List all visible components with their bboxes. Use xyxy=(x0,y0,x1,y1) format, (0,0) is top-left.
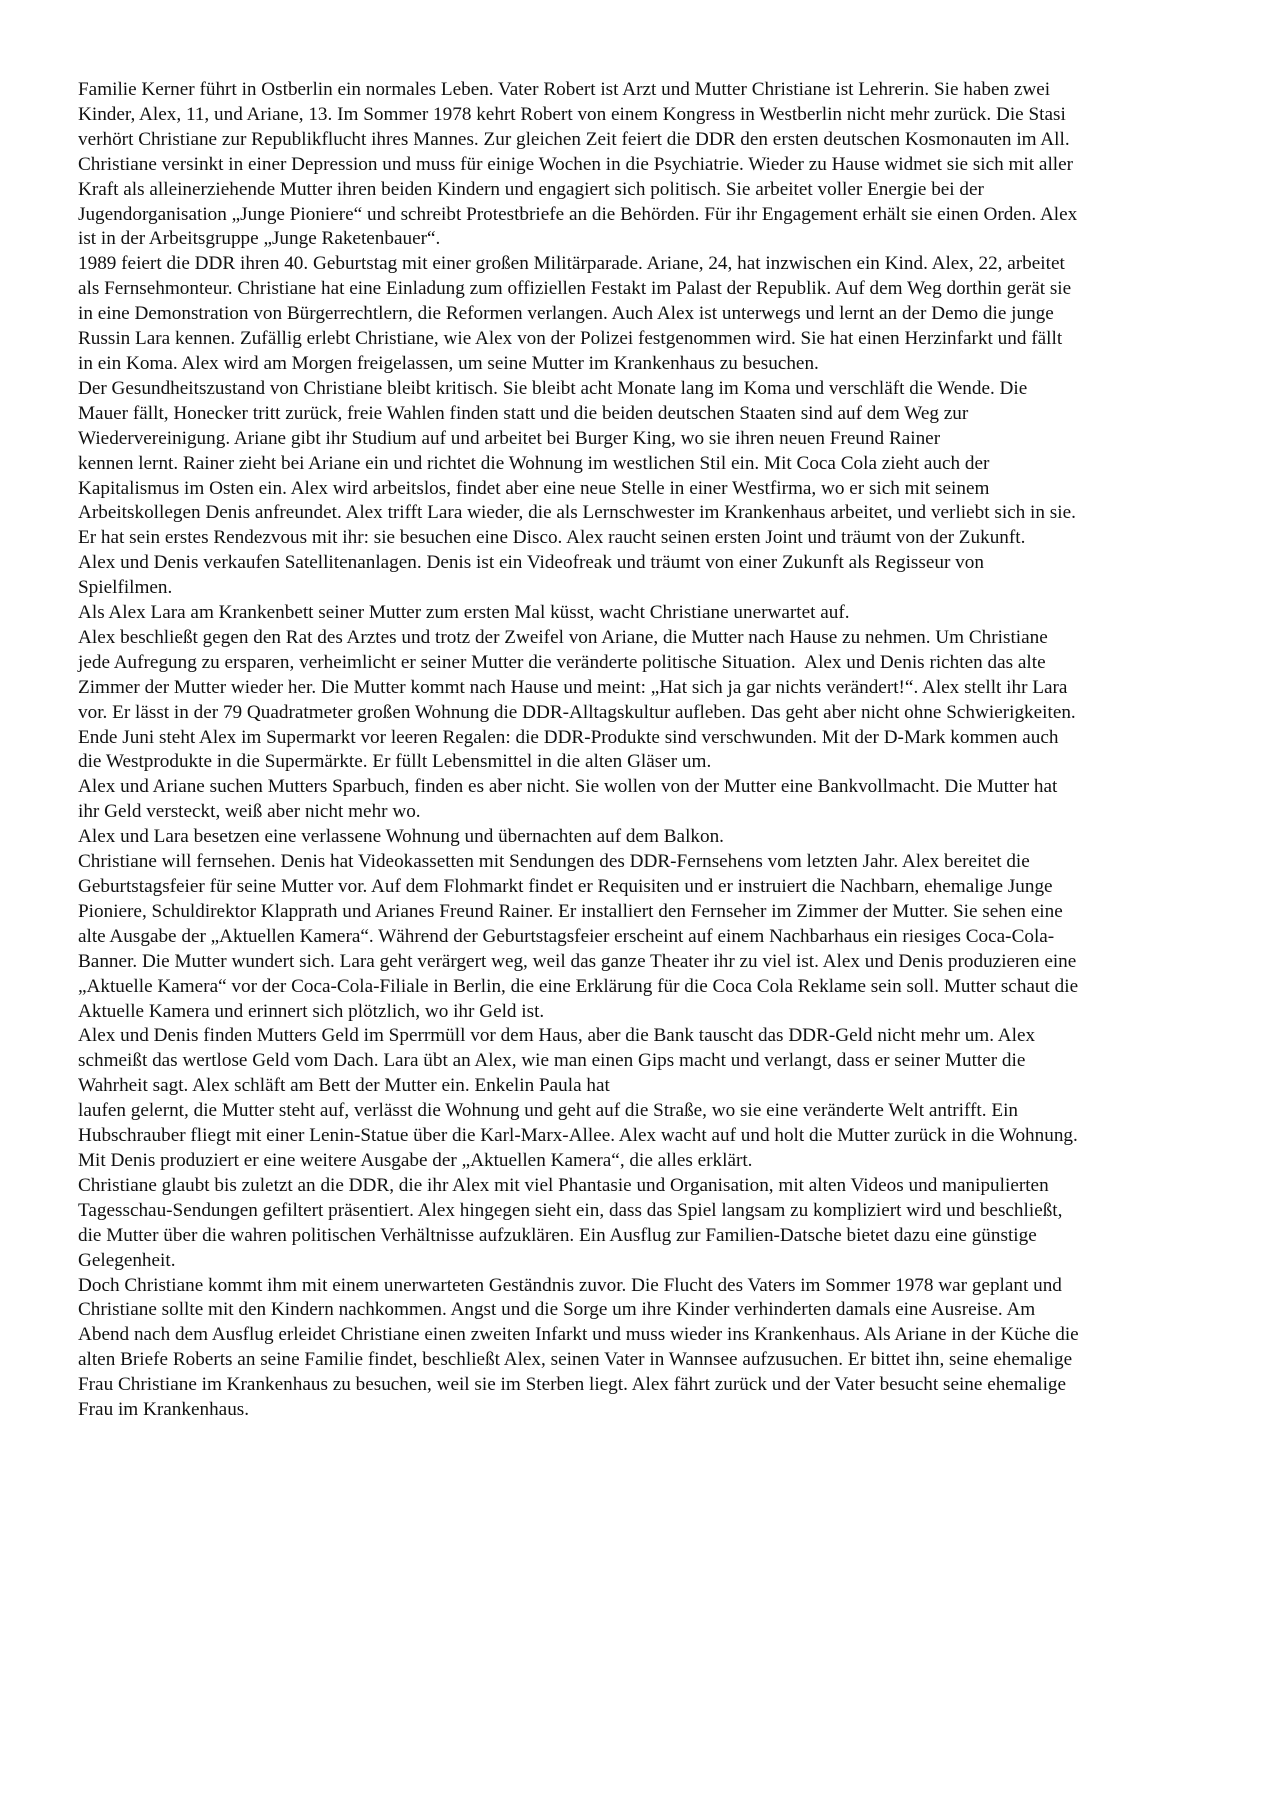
text-line: ist in der Arbeitsgruppe „Junge Raketenbauer“. xyxy=(78,228,441,250)
paragraph-confession xyxy=(78,1274,1208,1423)
paragraph-coma xyxy=(78,377,1208,452)
text-line: vor. Er lässt in der 79 Quadratmeter großen Wohnung die DDR-Alltagskultur aufleben. Das geht aber nicht ohne Schwierigkeiten. xyxy=(78,701,1076,723)
text-line: Geburtstagsfeier für seine Mutter vor. Auf dem Flohmarkt findet er Requisiten und er instruiert die Nachbarn, ehemalige Junge xyxy=(78,876,1053,897)
text-line: Christiane glaubt bis zuletzt an die DDR, die ihr Alex mit viel Phantasie und Organisation, mit alten Videos und manipulierten xyxy=(78,1174,1049,1196)
document-page xyxy=(78,78,1208,1423)
text-line: 1989 feiert die DDR ihren 40. Geburtstag mit einer großen Militärparade. Ariane, 24, hat inzwischen ein Kind. Alex, 22, arbeitet xyxy=(78,253,1065,275)
text-line: Wiedervereinigung. Ariane gibt ihr Studium auf und arbeitet bei Burger King, wo sie ihren neuen Freund Rainer xyxy=(78,427,941,449)
text-line: Banner. Die Mutter wundert sich. Lara geht verärgert weg, weil das ganze Theater ihr zu viel ist. Alex und Denis produzieren eine xyxy=(78,950,1077,972)
text-line: Familie Kerner führt in Ostberlin ein normales Leben. Vater Robert ist Arzt und Mutter Christiane ist Lehrerin. Sie haben zwei xyxy=(78,79,1051,100)
text-line: Zimmer der Mutter wieder her. Die Mutter kommt nach Hause und meint: „Hat sich ja gar nichts verändert!“. Alex stellt ihr Lara xyxy=(78,676,1068,698)
text-line: in eine Demonstration von Bürgerrechtlern, die Reformen verlangen. Auch Alex ist unterwegs und lernt an der Demo die junge xyxy=(78,303,1054,325)
text-line: Kinder, Alex, 11, und Ariane, 13. Im Sommer 1978 kehrt Robert von einem Kongress in Westberlin nicht mehr zurück. Die Stasi xyxy=(78,103,1066,125)
text-line: Christiane versinkt in einer Depression und muss für einige Wochen in die Psychiatrie. Wieder zu Hause widmet sie sich mit aller xyxy=(78,153,1074,175)
text-line: Alex und Denis verkaufen Satellitenanlagen. Denis ist ein Videofreak und träumt von einer Zukunft als Regisseur von xyxy=(78,552,984,574)
text-line: Gelegenheit. xyxy=(78,1249,176,1271)
text-line: laufen gelernt, die Mutter steht auf, verlässt die Wohnung und geht auf die Straße, wo sie eine veränderte Welt antrifft. Ein xyxy=(78,1100,1019,1122)
text-line: Arbeitskollegen Denis anfreundet. Alex trifft Lara wieder, die als Lernschwester im Krankenhaus arbeitet, und verliebt sich in sie. xyxy=(78,502,1076,524)
text-line: in ein Koma. Alex wird am Morgen freigelassen, um seine Mutter im Krankenhaus zu besuchen. xyxy=(78,352,819,374)
text-line: Er hat sein erstes Rendezvous mit ihr: sie besuchen eine Disco. Alex raucht seinen ersten Joint und träumt von der Zukunft. xyxy=(78,527,1026,549)
paragraph-satellite xyxy=(78,551,1208,601)
text-line: alten Briefe Roberts an seine Familie findet, beschließt Alex, seinen Vater in Wannsee aufzusuchen. Er bittet ihn, seine ehemalige xyxy=(78,1349,1073,1371)
text-line: Kapitalismus im Osten ein. Alex wird arbeitslos, findet aber eine neue Stelle in einer Westfirma, wo er sich mit seinem xyxy=(78,477,990,499)
text-line: Alex und Ariane suchen Mutters Sparbuch, finden es aber nicht. Sie wollen von der Mutter eine Bankvollmacht. Die Mutter hat xyxy=(78,776,1058,798)
text-line: Christiane sollte mit den Kindern nachkommen. Angst und die Sorge um ihre Kinder verhinderten damals eine Ausreise. Am xyxy=(78,1299,1036,1321)
text-line: Russin Lara kennen. Zufällig erlebt Christiane, wie Alex von der Polizei festgenommen wird. Sie hat einen Herzinfarkt und fällt xyxy=(78,328,1063,350)
text-line: Alex und Denis finden Mutters Geld im Sperrmüll vor dem Haus, aber die Bank tauscht das DDR-Geld nicht mehr um. Alex xyxy=(78,1025,1036,1047)
text-line: Mauer fällt, Honecker tritt zurück, freie Wahlen finden statt und die beiden deutschen Staaten sind auf dem Weg zur xyxy=(78,402,969,424)
text-line: Abend nach dem Ausflug erleidet Christiane einen zweiten Infarkt und muss wieder ins Krankenhaus. Als Ariane in der Küche die xyxy=(78,1324,1079,1346)
paragraph-birthday xyxy=(78,850,1208,1024)
text-line: Der Gesundheitszustand von Christiane bleibt kritisch. Sie bleibt acht Monate lang im Koma und verschläft die Wende. Die xyxy=(78,377,1028,399)
text-line: die Mutter über die wahren politischen Verhältnisse aufzuklären. Ein Ausflug zur Familien-Datsche bietet dazu eine günstige xyxy=(78,1224,1037,1246)
paragraph-lenin-statue xyxy=(78,1099,1208,1174)
paragraph-belief xyxy=(78,1174,1208,1274)
text-line: alte Ausgabe der „Aktuellen Kamera“. Während der Geburtstagsfeier erscheint auf einem Nachbarhaus ein riesiges Coca-Cola- xyxy=(78,925,1055,947)
text-line: als Fernsehmonteur. Christiane hat eine Einladung zum offiziellen Festakt im Palast der Republik. Auf dem Weg dorthin gerät sie xyxy=(78,278,1072,300)
paragraph-awakening xyxy=(78,601,1208,626)
text-line: Frau Christiane im Krankenhaus zu besuchen, weil sie im Sterben liegt. Alex fährt zurück und der Vater besucht seine ehemalige xyxy=(78,1374,1067,1396)
paragraph-homecoming xyxy=(78,626,1208,775)
text-line: Wahrheit sagt. Alex schläft am Bett der Mutter ein. Enkelin Paula hat xyxy=(78,1075,610,1097)
text-line: kennen lernt. Rainer zieht bei Ariane ein und richtet die Wohnung im westlichen Stil ein. Mit Coca Cola zieht auch der xyxy=(78,452,990,474)
text-line: ihr Geld versteckt, weiß aber nicht mehr wo. xyxy=(78,801,421,823)
text-line: Aktuelle Kamera und erinnert sich plötzlich, wo ihr Geld ist. xyxy=(78,1000,545,1022)
text-line: verhört Christiane zur Republikflucht ihres Mannes. Zur gleichen Zeit feiert die DDR den ersten deutschen Kosmonauten im All. xyxy=(78,128,1070,150)
text-line: Kraft als alleinerziehende Mutter ihren beiden Kindern und engagiert sich politisch. Sie arbeitet voller Energie bei der xyxy=(78,178,984,200)
text-line: jede Aufregung zu ersparen, verheimlicht er seiner Mutter die veränderte politische Situation. Alex und Denis richten das alte xyxy=(78,651,1046,673)
text-line: schmeißt das wertlose Geld vom Dach. Lara übt an Alex, wie man einen Gips macht und verlangt, dass er seiner Mutter die xyxy=(78,1050,1026,1072)
paragraph-money xyxy=(78,1024,1208,1099)
text-line: Frau im Krankenhaus. xyxy=(78,1399,250,1421)
text-line: „Aktuelle Kamera“ vor der Coca-Cola-Filiale in Berlin, die eine Erklärung für die Coca Cola Reklame sein soll. Mutter schaut die xyxy=(78,975,1079,997)
text-line: Tagesschau-Sendungen gefiltert präsentiert. Alex hingegen sieht ein, dass das Spiel langsam zu kompliziert wird und beschließt, xyxy=(78,1199,1063,1221)
text-line: Alex und Lara besetzen eine verlassene Wohnung und übernachten auf dem Balkon. xyxy=(78,826,724,848)
paragraph-1989-anniversary xyxy=(78,252,1208,377)
text-line: Christiane will fernsehen. Denis hat Videokassetten mit Sendungen des DDR-Fernsehens vom letzten Jahr. Alex bereitet die xyxy=(78,851,1030,873)
text-line: Doch Christiane kommt ihm mit einem unerwarteten Geständnis zuvor. Die Flucht des Vaters im Sommer 1978 war geplant und xyxy=(78,1274,1062,1296)
paragraph-family-intro xyxy=(78,78,1208,252)
text-line: Als Alex Lara am Krankenbett seiner Mutter zum ersten Mal küsst, wacht Christiane unerwartet auf. xyxy=(78,602,850,624)
text-line: Spielfilmen. xyxy=(78,577,173,599)
paragraph-savings-book xyxy=(78,775,1208,825)
text-line: Pioniere, Schuldirektor Klapprath und Arianes Freund Rainer. Er installiert den Fernseher im Zimmer der Mutter. Sie sehen eine xyxy=(78,900,1063,922)
text-line: die Westprodukte in die Supermärkte. Er füllt Lebensmittel in die alten Gläser um. xyxy=(78,751,712,773)
text-line: Ende Juni steht Alex im Supermarkt vor leeren Regalen: die DDR-Produkte sind verschwunden. Mit der D-Mark kommen auch xyxy=(78,726,1059,748)
paragraph-capitalism xyxy=(78,452,1208,552)
text-line: Jugendorganisation „Junge Pioniere“ und schreibt Protestbriefe an die Behörden. Für ihr Engagement erhält sie einen Orden. Alex xyxy=(78,203,1078,225)
text-line: Mit Denis produziert er eine weitere Ausgabe der „Aktuellen Kamera“, die alles erklärt. xyxy=(78,1149,753,1171)
text-line: Alex beschließt gegen den Rat des Arztes und trotz der Zweifel von Ariane, die Mutter nach Hause zu nehmen. Um Christiane xyxy=(78,626,1048,648)
paragraph-balcony xyxy=(78,825,1208,850)
text-line: Hubschrauber fliegt mit einer Lenin-Statue über die Karl-Marx-Allee. Alex wacht auf und holt die Mutter zurück in die Wohnung. xyxy=(78,1125,1078,1147)
